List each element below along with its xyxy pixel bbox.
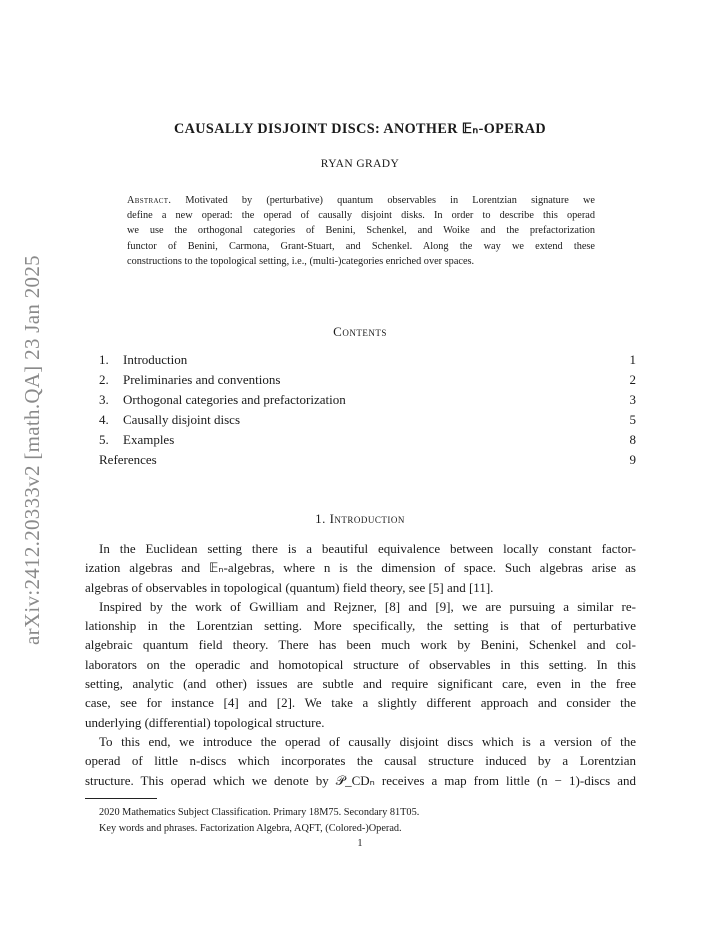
footnote-msc: 2020 Mathematics Subject Classification. Primary 18M75. Secondary 81T05. xyxy=(99,807,420,818)
paragraph-line: ization algebras and 𝔼ₙ-algebras, where n is the dimension of space. Such algebras arise as xyxy=(85,560,636,576)
table-of-contents xyxy=(99,350,636,470)
page-number: 1 xyxy=(357,838,363,849)
toc-entry-number: 4. xyxy=(99,412,109,427)
toc-entry-title: Introduction xyxy=(123,352,188,367)
paper-author: RYAN GRADY xyxy=(320,158,400,170)
toc-entry[interactable] xyxy=(99,350,636,370)
toc-entry-number: 3. xyxy=(99,392,109,407)
toc-entry-page: 1 xyxy=(629,352,636,367)
paragraph-line: algebraic quantum field theory. There has been much work by Benini, Schenkel and col- xyxy=(85,637,636,653)
toc-entry-page: 2 xyxy=(629,372,636,387)
paragraph-line: algebras of observables in topological (quantum) field theory, see [5] and [11]. xyxy=(85,579,494,595)
toc-entry-page: 5 xyxy=(629,412,636,427)
abstract-line: functor of Benini, Carmona, Grant-Stuart, and Schenkel. Along the way we extend these xyxy=(127,240,595,252)
toc-entry-page: 3 xyxy=(629,392,636,407)
paragraph-line: structure. This operad which we denote by 𝒫_CDₙ receives a map from little (n − 1)-discs and xyxy=(85,772,636,788)
paragraph-line: To this end, we introduce the operad of causally disjoint discs which is a version of the xyxy=(99,733,636,749)
paragraph-line: operad of little n-discs which incorporates the causal structure induced by a Lorentzian xyxy=(85,753,636,769)
toc-entry[interactable] xyxy=(99,430,636,450)
abstract-line: Motivated by (perturbative) quantum observables in Lorentzian signature we xyxy=(171,195,595,206)
arxiv-identifier-stamp: arXiv:2412.20333v2 [math.QA] 23 Jan 2025 xyxy=(20,255,44,645)
toc-entry[interactable] xyxy=(99,390,636,410)
paragraph-line: laborators on the operadic and homotopical structure of observables in this setting. In this xyxy=(85,656,636,672)
abstract-line: define a new operad: the operad of causally disjoint disks. In order to describe this operad xyxy=(127,210,595,222)
paragraph-line: Inspired by the work of Gwilliam and Rejzner, [8] and [9], we are pursuing a similar re- xyxy=(99,598,636,614)
section-heading-introduction: 1. Introduction xyxy=(315,511,405,526)
paper-title: CAUSALLY DISJOINT DISCS: ANOTHER 𝔼ₙ-OPERAD xyxy=(173,121,547,137)
toc-entry-page: 9 xyxy=(629,452,636,467)
footnotes xyxy=(99,805,419,837)
toc-entry[interactable] xyxy=(99,370,636,390)
toc-entry-number: 2. xyxy=(99,372,109,387)
toc-entry-title: Orthogonal categories and prefactorization xyxy=(123,392,346,407)
paragraph-line: lationship in the Lorentzian setting. More specifically, the setting is that of perturbative xyxy=(85,618,636,634)
footnote-keywords: Key words and phrases. Factorization Algebra, AQFT, (Colored-)Operad. xyxy=(99,823,402,834)
toc-entry-title: Preliminaries and conventions xyxy=(123,372,281,387)
abstract-label: Abstract. xyxy=(127,195,172,206)
abstract-line: constructions to the topological setting, i.e., (multi-)categories enriched over spaces. xyxy=(127,255,475,267)
paragraph-line: underlying (differential) topological structure. xyxy=(85,714,325,730)
abstract xyxy=(127,193,595,269)
footnote-rule xyxy=(85,798,157,799)
abstract-line: we use the orthogonal categories of Benini, Schenkel, and Woike and the prefactorization xyxy=(127,225,595,237)
paragraph-line: case, see for instance [4] and [2]. We take a slightly different approach and consider the xyxy=(85,695,636,711)
toc-entry-title: References xyxy=(99,452,157,467)
contents-heading: Contents xyxy=(333,324,387,339)
introduction-body xyxy=(85,539,636,790)
toc-entry-references[interactable] xyxy=(99,450,636,470)
paragraph-line: setting, analytic (and other) issues are subtle and require significant care, even in the free xyxy=(85,676,636,692)
toc-entry-title: Causally disjoint discs xyxy=(123,412,240,427)
toc-entry-number: 1. xyxy=(99,352,109,367)
toc-entry[interactable] xyxy=(99,410,636,430)
toc-entry-page: 8 xyxy=(629,432,636,447)
toc-entry-title: Examples xyxy=(123,432,175,447)
paragraph-line: In the Euclidean setting there is a beautiful equivalence between locally constant factor- xyxy=(99,541,636,556)
toc-entry-number: 5. xyxy=(99,432,109,447)
